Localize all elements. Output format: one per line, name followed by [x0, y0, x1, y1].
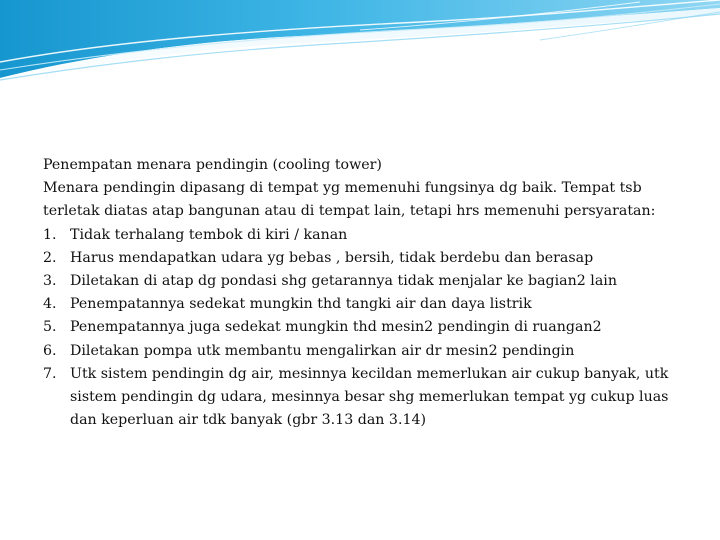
list-item-number: 6.	[43, 342, 57, 359]
list-item-text: Diletakan pompa utk membantu mengalirkan air dr mesin2 pendingin	[70, 342, 575, 359]
list-item-number: 3.	[43, 273, 57, 290]
list-item-text: Tidak terhalang tembok di kiri / kanan	[70, 226, 348, 243]
list-item-number: 1.	[43, 226, 57, 243]
list-item	[43, 340, 683, 363]
list-item	[43, 363, 683, 433]
slide-title: Penempatan menara pendingin (cooling tower)	[43, 157, 382, 173]
list-item-text: Diletakan di atap dg pondasi shg getarannya tidak menjalar ke bagian2 lain	[70, 273, 617, 290]
list-item	[43, 270, 683, 293]
requirements-list	[43, 224, 683, 433]
header-wave-decoration	[0, 0, 720, 90]
list-item	[43, 224, 683, 247]
list-item	[43, 247, 683, 270]
list-item-number: 4.	[43, 296, 57, 313]
list-item	[43, 293, 683, 316]
list-item-number: 7.	[43, 365, 57, 382]
list-item-text: Penempatannya sedekat mungkin thd tangki air dan daya listrik	[70, 296, 532, 313]
list-item-text: Utk sistem pendingin dg air, mesinnya kecildan memerlukan air cukup banyak, utk sistem pendingin dg udara, mesinnya besar shg memerlukan tempat yg cukup luas dan keperluan air tdk banyak (gbr 3.13 dan 3.14)	[70, 365, 669, 429]
list-item-number: 2.	[43, 249, 57, 266]
list-item-number: 5.	[43, 319, 57, 336]
list-item-text: Harus mendapatkan udara yg bebas , bersih, tidak berdebu dan berasap	[70, 249, 594, 266]
list-item-text: Penempatannya juga sedekat mungkin thd mesin2 pendingin di ruangan2	[70, 319, 602, 336]
slide-content	[43, 154, 683, 432]
list-item	[43, 316, 683, 339]
intro-paragraph: Menara pendingin dipasang di tempat yg memenuhi fungsinya dg baik. Tempat tsb terletak diatas atap bangunan atau di tempat lain, tetapi hrs memenuhi persyaratan:	[43, 180, 656, 220]
